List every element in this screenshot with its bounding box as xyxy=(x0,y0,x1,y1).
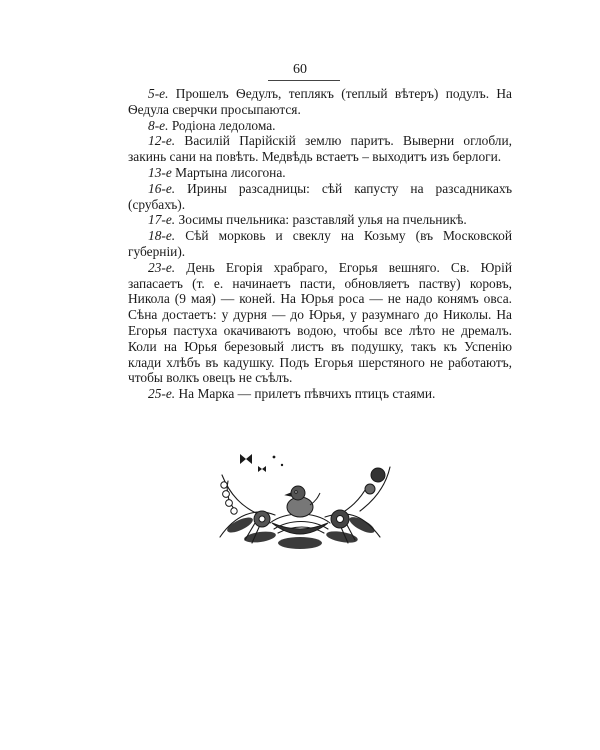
entry-day: 5-е. xyxy=(148,86,169,101)
entry-5 xyxy=(128,86,512,118)
entry-day: 17-е. xyxy=(148,212,176,228)
entry-text: Ирины разсадницы: сѣй капусту на разсадникахъ (срубахъ). xyxy=(128,180,513,212)
entry-12 xyxy=(128,133,512,165)
entry-text: Сѣй морковь и свеклу на Козьму (въ Московской губерніи). xyxy=(128,228,512,259)
page-number-rule xyxy=(268,80,340,81)
entry-text: День Егорія храбраго, Егорья вешняго. Св. Юрій запасаетъ (т. е. начинаетъ пасти, обновляетъ паству) коровъ, Никола (9 мая) — коней. На Юрья роса — не надо конямъ овса. Сѣна достаетъ: у дурня — до Юрья, у разумнаго до Николы. На Егорья пастуха окачиваютъ водою, чтобы все лѣто не дремалъ. Коли на Юрья березовый листъ въ подушку, такъ къ Успенію клади хлѣбъ въ кадушку. Подъ Егорья шерстяного не работаютъ, чтобы волкъ овецъ не съѣлъ. xyxy=(128,259,512,386)
entry-day: 23-е. xyxy=(148,259,176,275)
entry-text: На Марка — прилетъ пѣвчихъ птицъ стаями. xyxy=(178,386,436,402)
entry-8 xyxy=(128,118,512,134)
entry-day: 16-е. xyxy=(148,180,176,196)
entry-day: 25-е. xyxy=(148,386,176,402)
entry-day: 18-е. xyxy=(148,228,176,244)
page-number: 60 xyxy=(293,62,307,77)
entry-day: 13-е xyxy=(148,164,172,180)
calendar-entries xyxy=(128,86,512,402)
entry-text: Прошелъ Ѳедулъ, теплякъ (теплый вѣтеръ) подулъ. На Ѳедула сверчки просыпаются. xyxy=(128,86,512,117)
entry-18 xyxy=(128,228,512,260)
bird-nest-floral-vignette-icon xyxy=(200,445,400,555)
entry-16 xyxy=(128,181,512,213)
entry-day: 12-е. xyxy=(148,133,176,149)
entry-text: Родіона ледолома. xyxy=(171,117,276,133)
entry-text: Зосимы пчельника: разставляй улья на пчельникѣ. xyxy=(178,212,467,228)
entry-text: Мартына лисогона. xyxy=(175,164,286,180)
entry-25 xyxy=(128,386,512,402)
entry-day: 8-е. xyxy=(148,117,169,133)
entry-text: Василій Парійскій землю паритъ. Выверни оглобли, закинь сани на повѣть. Медвѣдь встаетъ – выходитъ изъ берлоги. xyxy=(128,133,512,165)
entry-13 xyxy=(128,165,512,181)
entry-17 xyxy=(128,212,512,228)
entry-23 xyxy=(128,260,512,386)
